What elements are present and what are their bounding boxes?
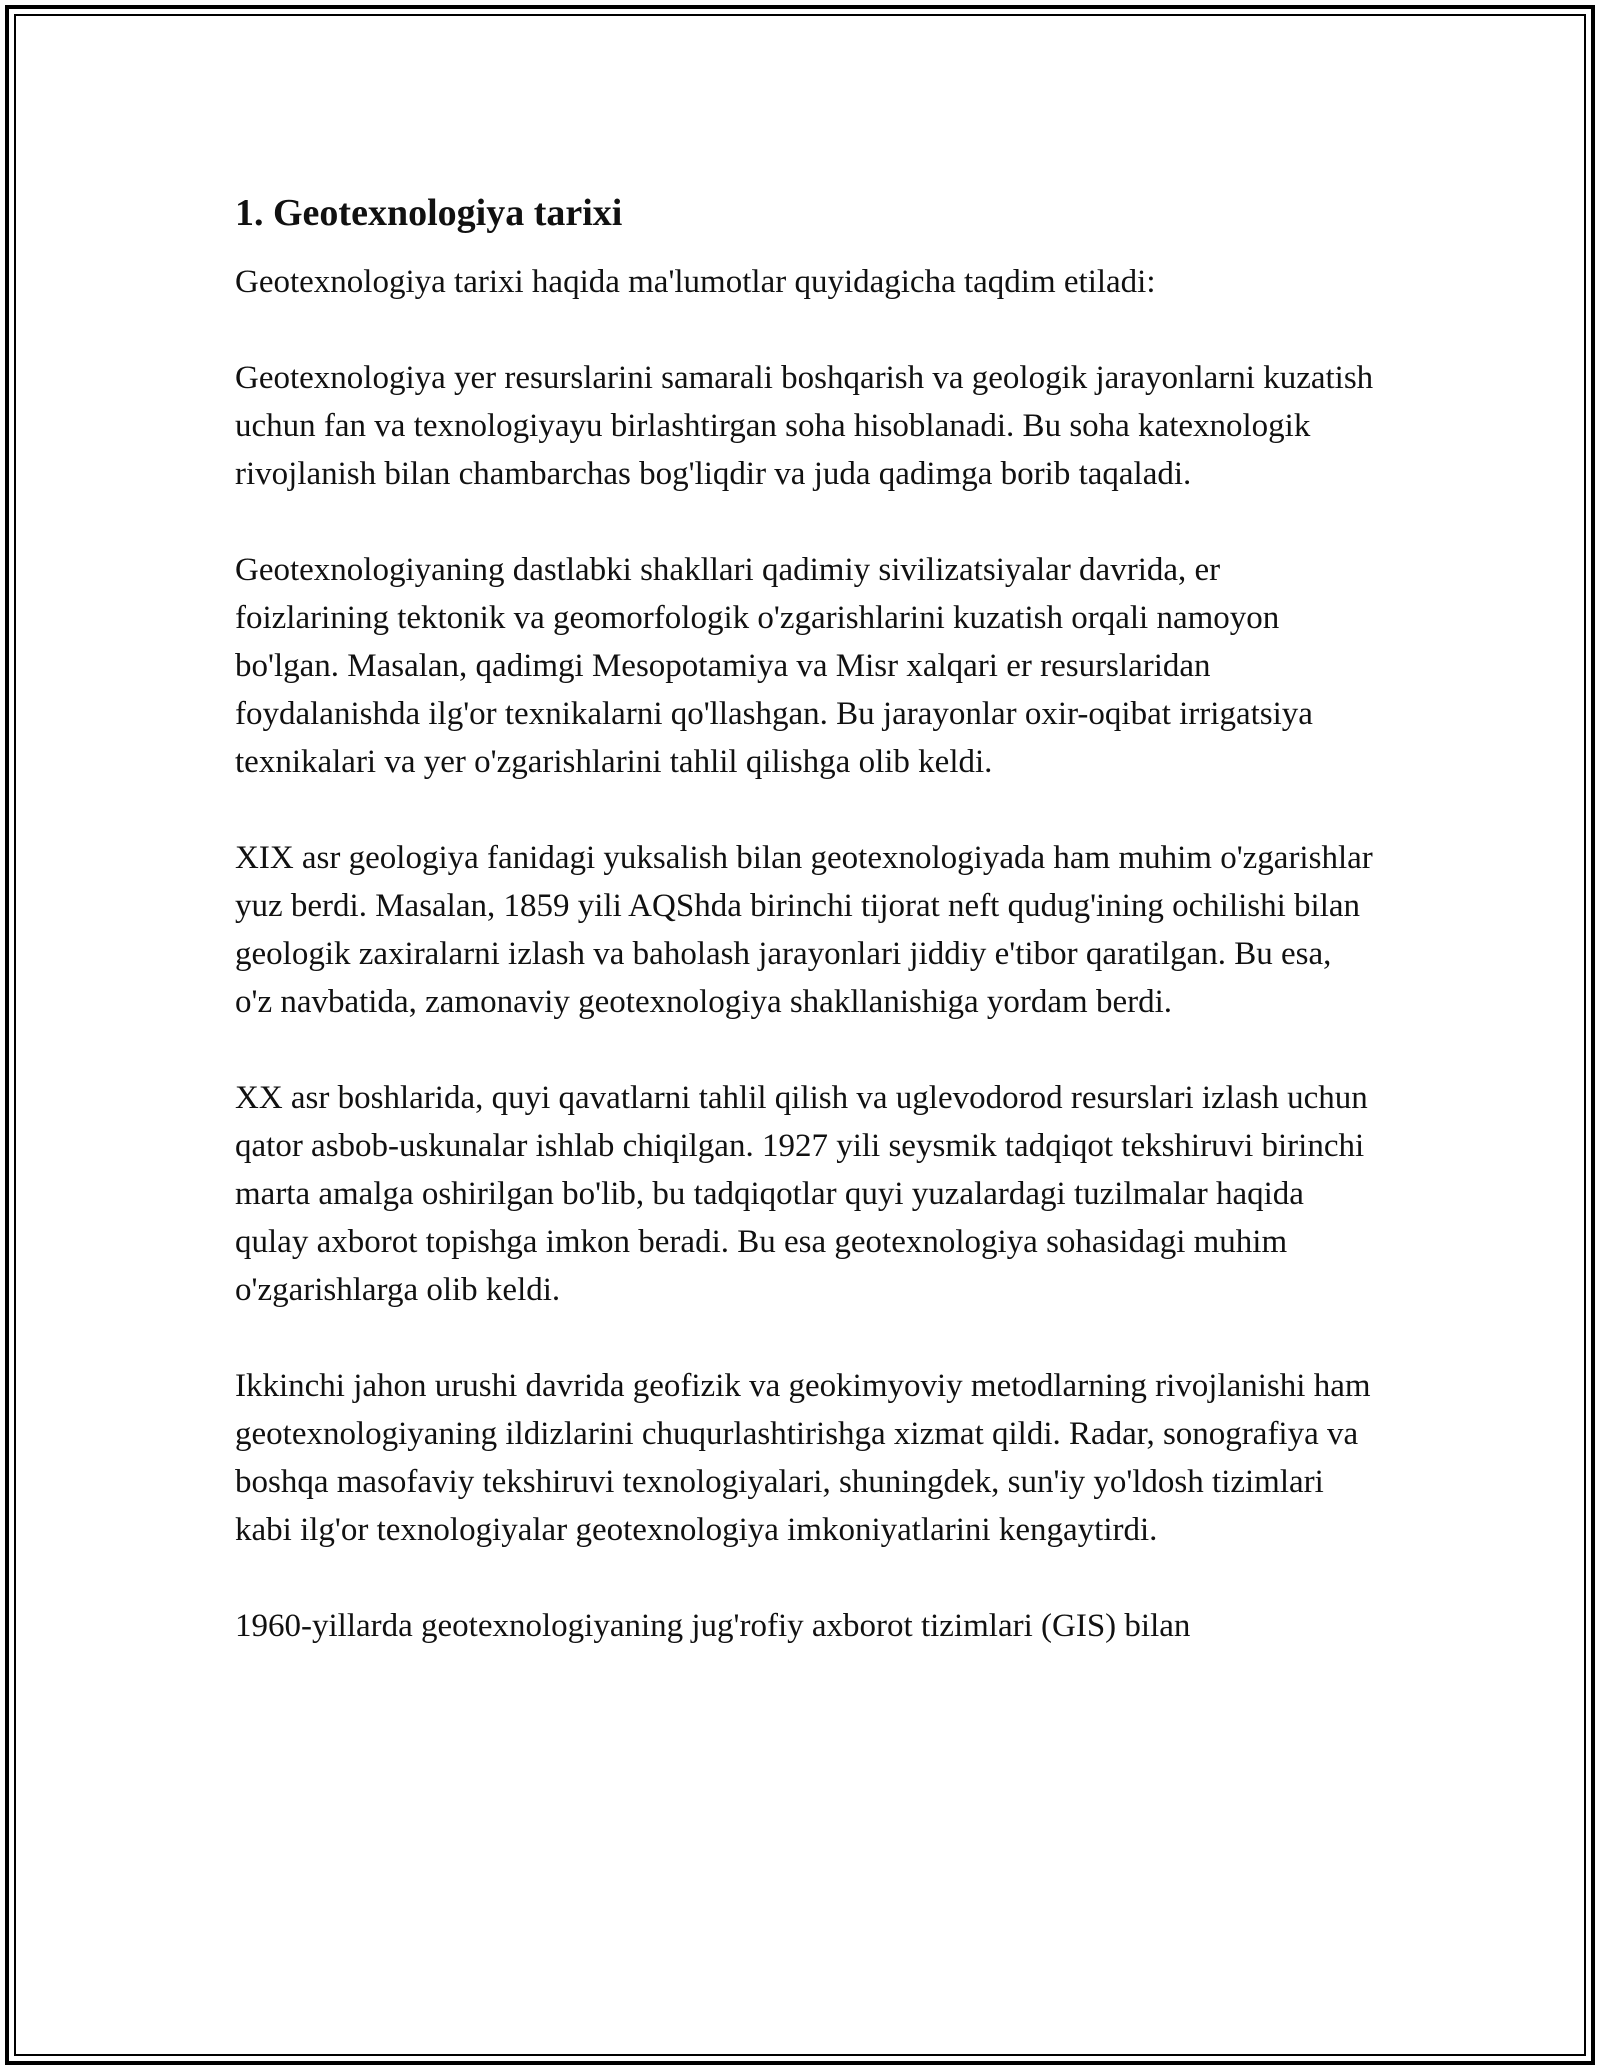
- paragraph-2: Geotexnologiyaning dastlabki shakllari qadimiy sivilizatsiyalar davrida, er foizlarining tektonik va geomorfologik o'zgarishlarini kuzatish orqali namoyon bo'lgan. Masalan, qadimgi Mesopotamiya va Misr xalqari er resurslaridan foydalanishda ilg'or texnikalarni qo'llashgan. Bu jarayonlar oxir-oqibat irrigatsiya texnikalari va yer o'zgarishlarini tahlil qilishga olib keldi.: [235, 552, 1313, 780]
- paragraph-5: Ikkinchi jahon urushi davrida geofizik va geokimyoviy metodlarning rivojlanishi ham geotexnologiyaning ildizlarini chuqurlashtirishga xizmat qildi. Radar, sonografiya va boshqa masofaviy tekshiruvi texnologiyalari, shuningdek, sun'iy yo'ldosh tizimlari kabi ilg'or texnologiyalar geotexnologiya imkoniyatlarini kengaytirdi.: [235, 1368, 1371, 1548]
- document-body: [235, 190, 1375, 1698]
- paragraph-1: Geotexnologiya yer resurslarini samarali boshqarish va geologik jarayonlarni kuzatish uchun fan va texnologiyayu birlashtirgan soha hisoblanadi. Bu soha katexnologik rivojlanish bilan chambarchas bog'liqdir va juda qadimga borib taqaladi.: [235, 360, 1374, 492]
- paragraph-6: 1960-yillarda geotexnologiyaning jug'rofiy axborot tizimlari (GIS) bilan: [235, 1608, 1191, 1644]
- paragraph-3: XIX asr geologiya fanidagi yuksalish bilan geotexnologiyada ham muhim o'zgarishlar yuz berdi. Masalan, 1859 yili AQShda birinchi tijorat neft qudug'ining ochilishi bilan geologik zaxiralarni izlash va baholash jarayonlari jiddiy e'tibor qaratilgan. Bu esa, o'z navbatida, zamonaviy geotexnologiya shakllanishiga yordam berdi.: [235, 840, 1373, 1020]
- paragraph-4: XX asr boshlarida, quyi qavatlarni tahlil qilish va uglevodorod resurslari izlash uchun qator asbob-uskunalar ishlab chiqilgan. 1927 yili seysmik tadqiqot tekshiruvi birinchi marta amalga oshirilgan bo'lib, bu tadqiqotlar quyi yuzalardagi tuzilmalar haqida qulay axborot topishga imkon beradi. Bu esa geotexnologiya sohasidagi muhim o'zgarishlarga olib keldi.: [235, 1080, 1368, 1308]
- section-heading: 1. Geotexnologiya tarixi: [235, 192, 623, 234]
- intro-paragraph: Geotexnologiya tarixi haqida ma'lumotlar quyidagicha taqdim etiladi:: [235, 264, 1156, 300]
